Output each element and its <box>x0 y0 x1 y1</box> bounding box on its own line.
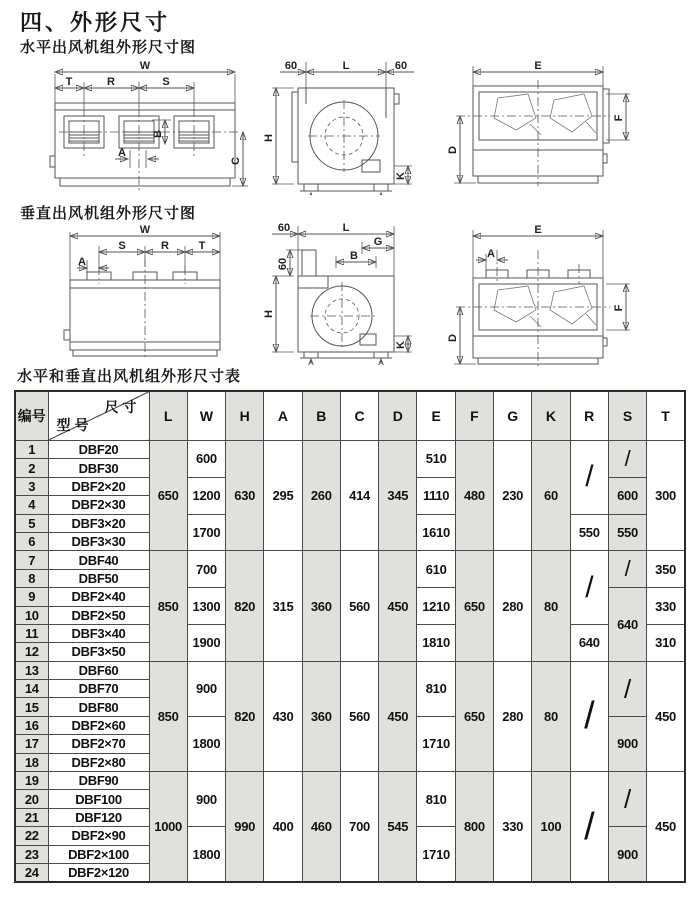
cell-b-row19: 460 <box>302 772 340 883</box>
dim-label-a: A <box>78 256 86 268</box>
cell-g-row1: 230 <box>494 441 532 551</box>
cell-e-row3: 1110 <box>417 477 455 514</box>
dimension-table <box>14 390 686 883</box>
section-heading-table: 水平和垂直出风机组外形尺寸表 <box>17 368 242 385</box>
row-number: 20 <box>15 790 48 808</box>
dim-label-c: C <box>230 157 242 165</box>
cell-c-row19: 700 <box>340 772 378 883</box>
model-name: DBF30 <box>48 459 149 477</box>
table-row-13 <box>15 661 685 679</box>
table-row-19 <box>15 772 685 790</box>
diagonal-label-model: 型号 <box>56 417 93 433</box>
h-rear-fd-dimensions <box>454 94 630 183</box>
cell-f-row13: 650 <box>455 661 493 771</box>
cell-f-row19: 800 <box>455 772 493 883</box>
row-number: 12 <box>15 643 48 661</box>
cell-k-row1: 60 <box>532 441 570 551</box>
model-name: DBF90 <box>48 772 149 790</box>
row-number: 19 <box>15 772 48 790</box>
col-header-f: F <box>455 391 493 441</box>
dim-label-60-left: 60 <box>284 60 298 72</box>
table-row-1 <box>15 441 685 459</box>
cell-e-row19: 810 <box>417 772 455 827</box>
model-name: DBF2×100 <box>48 845 149 863</box>
cell-r-row1: / <box>570 441 608 515</box>
row-number: 17 <box>15 735 48 753</box>
row-number: 9 <box>15 588 48 606</box>
cell-a-row1: 295 <box>264 441 302 551</box>
cell-e-row22: 1710 <box>417 827 455 883</box>
cell-l-row7: 850 <box>149 551 187 661</box>
dim-label-g: G <box>373 236 383 248</box>
cell-g-row13: 280 <box>494 661 532 771</box>
h-rear-cabinet-outline <box>456 80 610 186</box>
col-header-a: A <box>264 391 302 441</box>
cell-b-row1: 260 <box>302 441 340 551</box>
h-side-hk-dimensions <box>272 88 412 195</box>
vertical-front-view-drawing <box>25 222 260 362</box>
v-rear-fd-dimensions <box>454 284 630 364</box>
horizontal-front-view-drawing <box>25 58 255 195</box>
cell-b-row13: 360 <box>302 661 340 771</box>
vertical-side-view-drawing <box>258 220 428 365</box>
row-number: 2 <box>15 459 48 477</box>
cell-e-row1: 510 <box>417 441 455 478</box>
cell-s-row3: 600 <box>608 477 646 514</box>
row-number: 5 <box>15 514 48 532</box>
cell-d-row7: 450 <box>379 551 417 661</box>
h-front-cabinet-outline <box>50 103 239 192</box>
row-number: 4 <box>15 496 48 514</box>
row-number: 13 <box>15 661 48 679</box>
table-row-7 <box>15 551 685 569</box>
dim-label-h: H <box>263 134 275 142</box>
horizontal-side-view-drawing <box>258 58 428 195</box>
col-header-k: K <box>532 391 570 441</box>
col-header-w: W <box>187 391 225 441</box>
row-number: 8 <box>15 569 48 587</box>
cell-w-row3: 1200 <box>187 477 225 514</box>
cell-w-row11: 1900 <box>187 624 225 661</box>
vertical-rear-view-drawing <box>438 220 668 370</box>
cell-s-row16: 900 <box>608 716 646 771</box>
cell-e-row13: 810 <box>417 661 455 716</box>
model-name: DBF20 <box>48 441 149 459</box>
col-header-s: S <box>608 391 646 441</box>
cell-w-row22: 1800 <box>187 827 225 883</box>
col-header-c: C <box>340 391 378 441</box>
model-name: DBF3×50 <box>48 643 149 661</box>
model-name: DBF100 <box>48 790 149 808</box>
horizontal-rear-view-drawing <box>438 58 668 195</box>
col-header-l: L <box>149 391 187 441</box>
cell-s-row13: / <box>608 661 646 716</box>
row-number: 15 <box>15 698 48 716</box>
cell-w-row13: 900 <box>187 661 225 716</box>
v-side-dimension-lines <box>272 226 394 276</box>
model-name: DBF3×20 <box>48 514 149 532</box>
cell-w-row19: 900 <box>187 772 225 827</box>
cell-e-row7: 610 <box>417 551 455 588</box>
cell-s-row9: 640 <box>608 588 646 662</box>
dim-label-k: K <box>395 172 407 180</box>
col-header-d: D <box>379 391 417 441</box>
row-number: 22 <box>15 827 48 845</box>
section-heading-horizontal: 水平出风机组外形尺寸图 <box>20 39 197 56</box>
dim-label-h: H <box>263 310 275 318</box>
row-number: 7 <box>15 551 48 569</box>
section-heading-vertical: 垂直出风机组外形尺寸图 <box>20 205 197 222</box>
row-number: 3 <box>15 477 48 495</box>
cell-f-row7: 650 <box>455 551 493 661</box>
dim-label-60-vertical: 60 <box>277 257 289 271</box>
dim-label-w: W <box>139 224 151 236</box>
cell-t-row11: 310 <box>647 624 685 661</box>
model-name: DBF3×30 <box>48 532 149 550</box>
v-side-cabinet-outline <box>298 250 394 358</box>
dim-label-d: D <box>447 146 459 154</box>
dim-label-t: T <box>198 240 206 252</box>
cell-t-row7: 350 <box>647 551 685 588</box>
row-number: 18 <box>15 753 48 771</box>
cell-d-row13: 450 <box>379 661 417 771</box>
dim-label-60-top: 60 <box>277 222 291 234</box>
cell-t-row13: 450 <box>647 661 685 771</box>
cell-r-row11: 640 <box>570 624 608 661</box>
cell-l-row1: 650 <box>149 441 187 551</box>
col-header-model-dim <box>48 391 149 441</box>
cell-d-row19: 545 <box>379 772 417 883</box>
dim-label-b: B <box>152 130 164 138</box>
model-name: DBF2×70 <box>48 735 149 753</box>
dim-label-f: F <box>613 114 625 122</box>
cell-w-row5: 1700 <box>187 514 225 551</box>
row-number: 16 <box>15 716 48 734</box>
model-name: DBF2×90 <box>48 827 149 845</box>
dim-label-60-right: 60 <box>394 60 408 72</box>
dim-label-w: W <box>139 60 151 72</box>
cell-h-row19: 990 <box>226 772 264 883</box>
cell-w-row16: 1800 <box>187 716 225 771</box>
model-name: DBF2×30 <box>48 496 149 514</box>
cell-a-row7: 315 <box>264 551 302 661</box>
cell-w-row1: 600 <box>187 441 225 478</box>
cell-e-row9: 1210 <box>417 588 455 625</box>
col-header-number: 编号 <box>15 391 48 441</box>
model-name: DBF2×40 <box>48 588 149 606</box>
model-name: DBF2×80 <box>48 753 149 771</box>
cell-c-row1: 414 <box>340 441 378 551</box>
cell-g-row19: 330 <box>494 772 532 883</box>
dim-label-a: A <box>118 147 126 159</box>
cell-e-row5: 1610 <box>417 514 455 551</box>
col-header-t: T <box>647 391 685 441</box>
row-number: 23 <box>15 845 48 863</box>
model-name: DBF60 <box>48 661 149 679</box>
col-header-e: E <box>417 391 455 441</box>
cell-s-row5: 550 <box>608 514 646 551</box>
dim-label-f: F <box>613 304 625 312</box>
row-number: 24 <box>15 863 48 882</box>
dim-label-b: B <box>350 250 358 262</box>
cell-h-row13: 820 <box>226 661 264 771</box>
dim-label-a: A <box>487 248 495 260</box>
cell-w-row9: 1300 <box>187 588 225 625</box>
cell-s-row19: / <box>608 772 646 827</box>
cell-f-row1: 480 <box>455 441 493 551</box>
v-rear-cabinet-outline <box>456 250 610 368</box>
col-header-h: H <box>226 391 264 441</box>
cell-k-row7: 80 <box>532 551 570 661</box>
cell-k-row19: 100 <box>532 772 570 883</box>
cell-b-row7: 360 <box>302 551 340 661</box>
dim-label-k: K <box>395 341 407 349</box>
cell-k-row13: 80 <box>532 661 570 771</box>
dim-label-l: L <box>342 222 350 234</box>
cell-r-row13: / <box>570 661 608 771</box>
dim-label-l: L <box>342 60 350 72</box>
model-name: DBF2×50 <box>48 606 149 624</box>
model-name: DBF2×60 <box>48 716 149 734</box>
cell-t-row9: 330 <box>647 588 685 625</box>
cell-h-row1: 630 <box>226 441 264 551</box>
col-header-r: R <box>570 391 608 441</box>
cell-e-row16: 1710 <box>417 716 455 771</box>
row-number: 10 <box>15 606 48 624</box>
model-name: DBF120 <box>48 808 149 826</box>
h-front-abc-dimensions <box>115 120 248 186</box>
cell-a-row19: 400 <box>264 772 302 883</box>
cell-t-row1: 300 <box>647 441 685 551</box>
dim-label-s: S <box>162 76 170 88</box>
cell-r-row7: / <box>570 551 608 625</box>
cell-t-row19: 450 <box>647 772 685 883</box>
v-front-cabinet-outline <box>64 258 220 360</box>
model-name: DBF2×20 <box>48 477 149 495</box>
col-header-g: G <box>494 391 532 441</box>
row-number: 14 <box>15 680 48 698</box>
dim-label-e: E <box>534 224 542 236</box>
cell-g-row7: 280 <box>494 551 532 661</box>
cell-h-row7: 820 <box>226 551 264 661</box>
cell-d-row1: 345 <box>379 441 417 551</box>
cell-a-row13: 430 <box>264 661 302 771</box>
cell-s-row7: / <box>608 551 646 588</box>
cell-c-row13: 560 <box>340 661 378 771</box>
dim-label-r: R <box>107 76 115 88</box>
dim-label-r: R <box>161 240 169 252</box>
cell-s-row22: 900 <box>608 827 646 883</box>
cell-e-row11: 1810 <box>417 624 455 661</box>
cell-l-row19: 1000 <box>149 772 187 883</box>
diagonal-label-dim: 尺寸 <box>104 399 141 415</box>
cell-w-row7: 700 <box>187 551 225 588</box>
cell-r-row5: 550 <box>570 514 608 551</box>
row-number: 6 <box>15 532 48 550</box>
table-header-row <box>15 391 685 441</box>
row-number: 1 <box>15 441 48 459</box>
model-name: DBF2×120 <box>48 863 149 882</box>
model-name: DBF80 <box>48 698 149 716</box>
col-header-b: B <box>302 391 340 441</box>
cell-c-row7: 560 <box>340 551 378 661</box>
cell-r-row19: / <box>570 772 608 883</box>
model-name: DBF70 <box>48 680 149 698</box>
model-name: DBF3×40 <box>48 624 149 642</box>
row-number: 21 <box>15 808 48 826</box>
cell-s-row1: / <box>608 441 646 478</box>
page-title: 四、外形尺寸 <box>20 10 171 35</box>
cell-l-row13: 850 <box>149 661 187 771</box>
model-name: DBF40 <box>48 551 149 569</box>
dim-label-d: D <box>447 334 459 342</box>
h-side-cabinet-outline <box>292 88 399 191</box>
dim-label-s: S <box>118 240 126 252</box>
model-name: DBF50 <box>48 569 149 587</box>
dim-label-e: E <box>534 60 542 72</box>
row-number: 11 <box>15 624 48 642</box>
dim-label-t: T <box>65 76 73 88</box>
